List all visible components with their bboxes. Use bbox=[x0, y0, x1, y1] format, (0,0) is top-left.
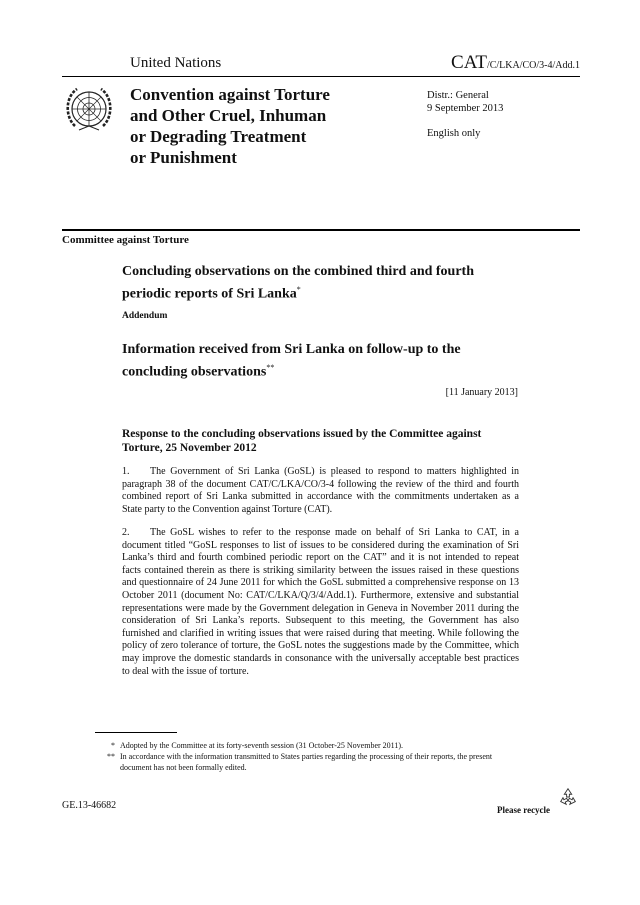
header-rule bbox=[62, 76, 580, 77]
paragraph-text: The GoSL wishes to refer to the response made on behalf of Sri Lanka to CAT, in a document titled “GoSL responses to list of issues to be considered during the examination of Sri Lanka’s third and fourth combined periodic report on the CAT” and it is not intended to repeat facts contained therein as there is striking similarity between the issues raised in these questions and questionnaire of 24 June 2011 for which the GoSL submitted a comprehensive response on 13 October 2011 (document No: CAT/C/LKA/Q/3/4/Add.1). Furthermore, extensive and substantial representations were made by the Government delegation in Geneva in November 2011 during the consideration of Sri Lanka’s reports. Subsequent to this meeting, the Government has also furnished and clarified in writing issues that were raised during that meeting. While following the policy of zero tolerance of torture, the GoSL notes the suggestions made by the Committee, which may improve the domestic standards in consonance with the universally acceptable best practices to deal with the issue of torture. bbox=[122, 527, 519, 677]
distribution-block bbox=[427, 89, 503, 115]
paragraph-number: 1. bbox=[122, 466, 130, 477]
paragraph-text: The Government of Sri Lanka (GoSL) is pleased to respond to matters highlighted in paragraph 38 of the document CAT/C/LKA/CO/3-4 following the review of the third and fourth combined report of Sri Lanka submitted in accordance with the commitments undertaken as a State party to the Convention against Torture (CAT). bbox=[122, 466, 519, 515]
footnote-rule bbox=[95, 732, 177, 733]
document-title bbox=[122, 263, 522, 304]
addendum-label: Addendum bbox=[122, 311, 168, 321]
footnote-marker: ** bbox=[266, 363, 275, 372]
received-date: [11 January 2013] bbox=[445, 387, 518, 398]
footnote-mark: * bbox=[111, 741, 115, 750]
title-text: Concluding observations on the combined third and fourth periodic reports of Sri Lanka bbox=[122, 264, 475, 302]
recycle-label: Please recycle bbox=[497, 805, 551, 815]
section-rule bbox=[62, 229, 580, 231]
convention-title bbox=[130, 84, 400, 168]
paragraph bbox=[122, 466, 519, 516]
language-note: English only bbox=[427, 128, 481, 139]
job-number: GE.13-46682 bbox=[62, 800, 117, 811]
footnote-mark: ** bbox=[107, 752, 115, 761]
paragraph-number: 2. bbox=[122, 527, 130, 538]
section-heading: Response to the concluding observations issued by the Committee against Torture, 25 November 2012 bbox=[122, 428, 482, 454]
organization-name: United Nations bbox=[130, 55, 222, 71]
footnote-marker: * bbox=[296, 285, 301, 294]
document-subtitle bbox=[122, 341, 522, 382]
footnote bbox=[88, 740, 508, 751]
convention-line: and Other Cruel, Inhuman bbox=[130, 106, 327, 125]
document-symbol bbox=[451, 52, 580, 74]
symbol-main: CAT bbox=[451, 52, 487, 73]
convention-line: or Punishment bbox=[130, 148, 237, 167]
footnote-text: In accordance with the information transmitted to States parties regarding the processing of their reports, the present document has not been formally edited. bbox=[120, 752, 493, 772]
footnote bbox=[88, 751, 508, 773]
subtitle-text: Information received from Sri Lanka on follow-up to the concluding observations bbox=[122, 342, 461, 380]
footnote-text: Adopted by the Committee at its forty-seventh session (31 October-25 November 2011). bbox=[120, 741, 404, 750]
convention-line: Convention against Torture bbox=[130, 85, 330, 104]
un-emblem-icon bbox=[63, 83, 115, 135]
convention-line: or Degrading Treatment bbox=[130, 127, 307, 146]
committee-name: Committee against Torture bbox=[62, 234, 189, 246]
distribution-status: Distr.: General bbox=[427, 90, 489, 101]
recycle-icon bbox=[557, 786, 579, 808]
issue-date: 9 September 2013 bbox=[427, 103, 504, 114]
paragraph bbox=[122, 527, 519, 678]
symbol-rest: /C/LKA/CO/3-4/Add.1 bbox=[486, 60, 580, 71]
